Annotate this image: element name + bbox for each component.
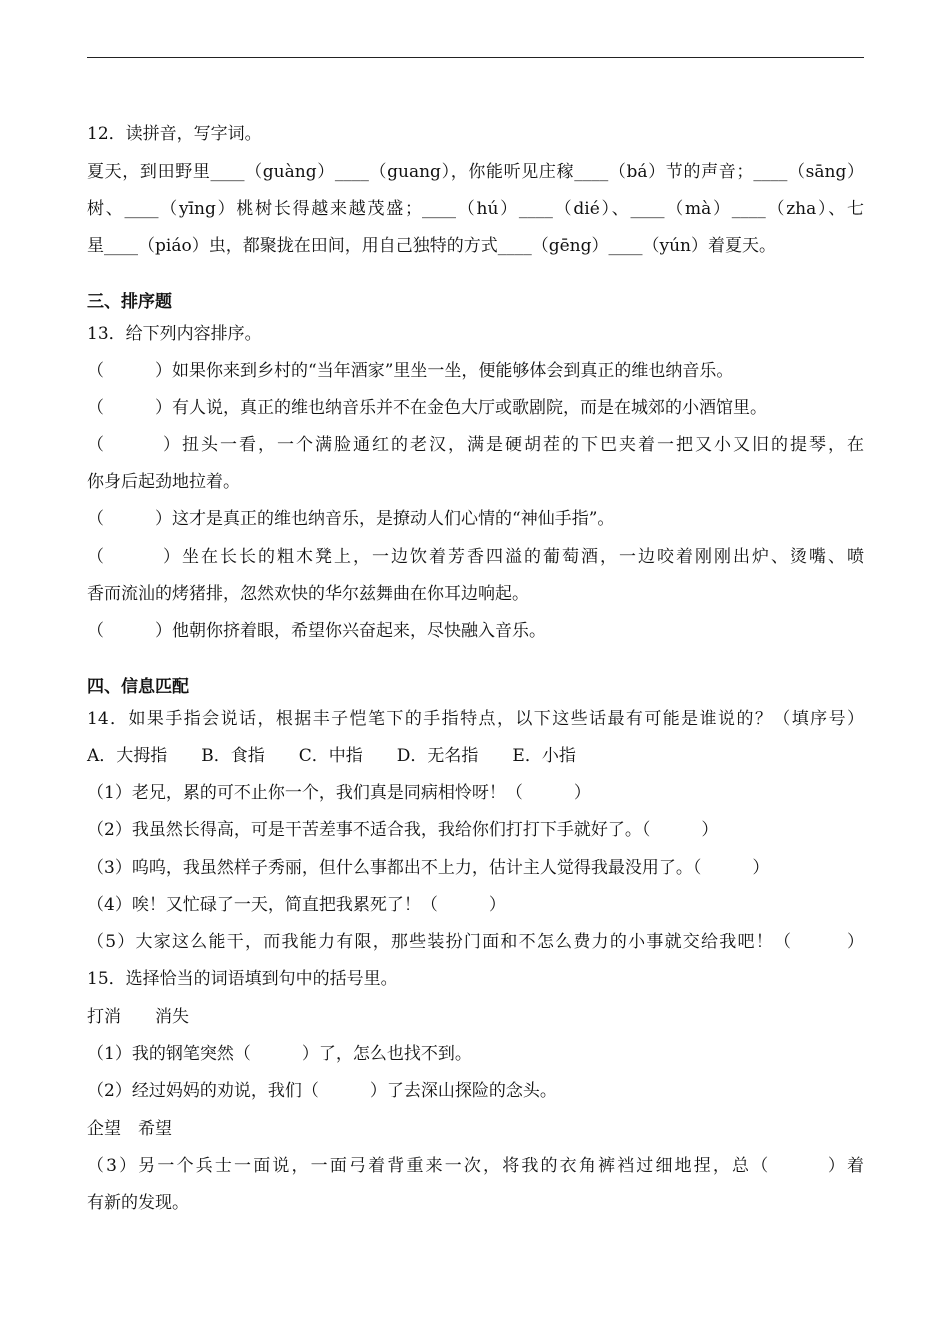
question-14-item: （4）唉！又忙碌了一天，简直把我累死了！（ ） (87, 895, 506, 915)
question-15-item: （1）我的钢笔突然（ ）了，怎么也找不到。 (87, 1044, 472, 1064)
question-14-item: （5）大家这么能干，而我能力有限，那些装扮门面和不怎么费力的小事就交给我吧！（ ） (87, 932, 864, 952)
question-12-line: 夏天，到田野里____（guàng）____（guang），你能听见庄稼____（bá）节的声音；____（sāng） (87, 162, 864, 182)
question-12-title: 12．读拼音，写字词。 (87, 124, 262, 144)
question-15-item: （3）另一个兵士一面说，一面弓着背重来一次，将我的衣角裤裆过细地捏，总（ ）着 (87, 1156, 864, 1176)
question-14-options: A．大拇指 B．食指 C．中指 D．无名指 E．小指 (87, 746, 576, 766)
question-13-title: 13．给下列内容排序。 (87, 324, 262, 344)
question-14-item: （2）我虽然长得高，可是干苦差事不适合我，我给你们打打下手就好了。（ ） (87, 820, 719, 840)
question-14-item: （3）呜呜，我虽然样子秀丽，但什么事都出不上力，估计主人觉得我最没用了。（ ） (87, 858, 770, 878)
question-12-line: 树、____（yīng）桃树长得越来越茂盛；____（hú）____（dié）、____（mà）____（zha）、七 (87, 199, 864, 219)
question-13-item: （ ）如果你来到乡村的“当年酒家”里坐一坐，便能够体会到真正的维也纳音乐。 (87, 361, 734, 381)
question-13-item: （ ）他朝你挤着眼，希望你兴奋起来，尽快融入音乐。 (87, 621, 546, 641)
question-13-item: （ ）这才是真正的维也纳音乐，是撩动人们心情的“神仙手指”。 (87, 509, 615, 529)
question-12-line: 星____（piáo）虫，都聚拢在田间，用自己独特的方式____（gēng）____（yún）着夏天。 (87, 236, 776, 256)
question-14-item: （1）老兄，累的可不止你一个，我们真是同病相怜呀！（ ） (87, 783, 591, 803)
question-13-item: （ ）扭头一看，一个满脸通红的老汉，满是硬胡茬的下巴夹着一把又小又旧的提琴，在 (87, 435, 864, 455)
section-3-heading: 三、排序题 (87, 292, 172, 312)
question-14-title: 14．如果手指会说话，根据丰子恺笔下的手指特点，以下这些话最有可能是谁说的？（填序号） (87, 709, 864, 729)
question-13-item-cont: 香而流汕的烤猪排，忽然欢快的华尔兹舞曲在你耳边响起。 (87, 584, 529, 604)
question-15-title: 15．选择恰当的词语填到句中的括号里。 (87, 969, 398, 989)
question-13-item-cont: 你身后起劲地拉着。 (87, 472, 240, 492)
question-13-item: （ ）有人说，真正的维也纳音乐并不在金色大厅或歌剧院，而是在城郊的小酒馆里。 (87, 398, 767, 418)
question-15-item-cont: 有新的发现。 (87, 1193, 189, 1213)
question-15-word-choices: 打消 消失 (87, 1007, 189, 1027)
header-rule (87, 57, 864, 58)
question-15-word-choices: 企望 希望 (87, 1119, 172, 1139)
section-4-heading: 四、信息匹配 (87, 677, 189, 697)
question-13-item: （ ）坐在长长的粗木凳上，一边饮着芳香四溢的葡萄酒，一边咬着刚刚出炉、烫嘴、喷 (87, 547, 864, 567)
question-15-item: （2）经过妈妈的劝说，我们（ ）了去深山探险的念头。 (87, 1081, 557, 1101)
